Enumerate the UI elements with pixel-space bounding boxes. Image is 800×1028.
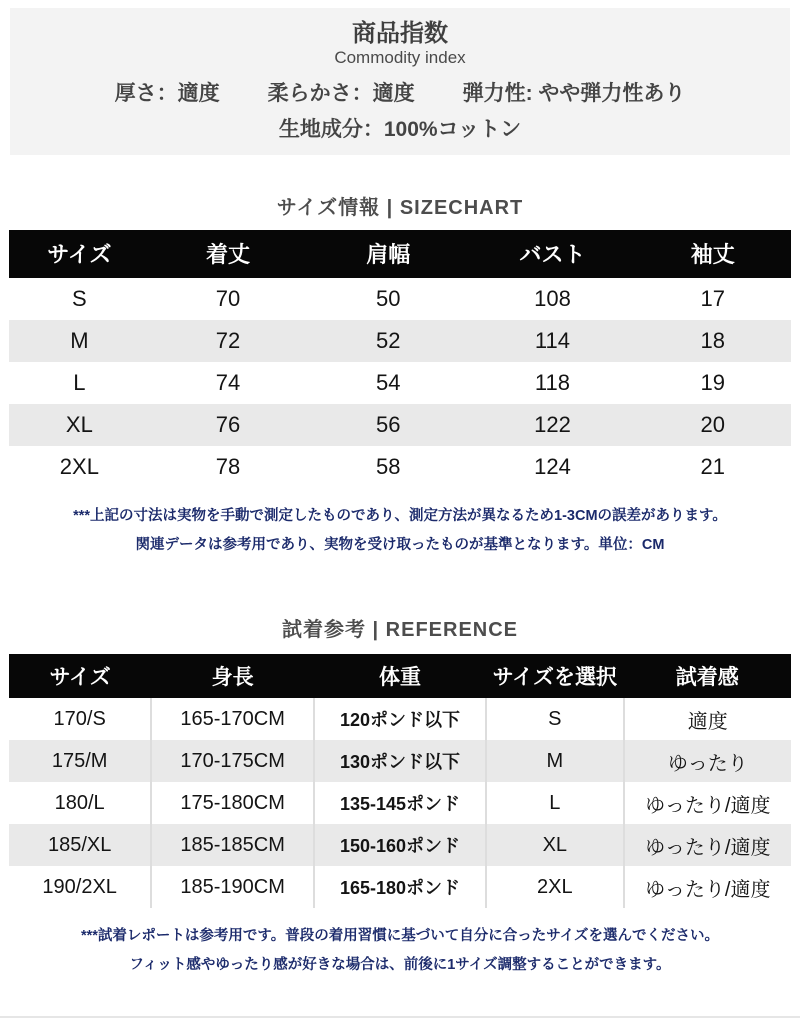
table-cell: 108 [534, 285, 571, 311]
column-header: 試着感 [624, 654, 791, 698]
table-cell: M [486, 740, 624, 782]
table-cell: 58 [376, 453, 401, 479]
table-row [9, 782, 791, 824]
fabric-composition: 生地成分：100%コットン [278, 118, 522, 142]
column-header: 肩幅 [306, 230, 470, 278]
table-cell: 21 [700, 453, 726, 479]
column-header: サイズ [9, 654, 151, 698]
table-cell: 175-180CM [151, 782, 314, 824]
table-cell: 17 [700, 285, 726, 311]
reference-note-line-2: フィット感やゆったり感が好きな場合は、前後に1サイズ調整することができます。 [129, 957, 671, 974]
table-cell: 170/S [9, 698, 151, 740]
table-cell: 130ポンド以下 [314, 740, 486, 782]
table-row [9, 866, 791, 908]
table-cell: 170-175CM [151, 740, 314, 782]
reference-note-line-1: ***試着レポートは参考用です。普段の着用習慣に基づいて自分に合ったサイズを選んでください。 [80, 928, 720, 945]
commodity-index-title-jp: 商品指数 [352, 20, 448, 47]
table-cell: 適度 [687, 710, 728, 733]
sizechart-note-line-1: ***上記の寸法は実物を手動で測定したものであり、測定方法が異なるため1-3CMの誤差があります。 [73, 507, 727, 524]
table-cell: 18 [700, 327, 726, 353]
table-cell: ゆったり/適度 [645, 878, 771, 901]
column-header: 身長 [151, 654, 314, 698]
table-cell: 118 [534, 369, 570, 395]
table-cell: ゆったり/適度 [645, 836, 771, 859]
table-cell: 185-185CM [151, 824, 314, 866]
table-cell: 70 [215, 285, 241, 311]
table-cell: 76 [215, 411, 241, 437]
table-cell: XL [65, 411, 93, 437]
reference-section-title: 試着参考 | REFERENCE [281, 619, 519, 642]
table-row [9, 404, 791, 446]
table-row [9, 824, 791, 866]
table-row [9, 740, 791, 782]
table-cell: 56 [376, 411, 401, 437]
reference-header-row [9, 654, 791, 698]
bottom-divider [0, 1016, 800, 1018]
attribute-elasticity: 弾力性: やや弾力性あり [462, 82, 686, 106]
table-cell: L [73, 369, 86, 395]
table-cell: L [486, 782, 624, 824]
table-cell: ゆったり/適度 [645, 794, 771, 817]
table-cell: 52 [376, 327, 401, 353]
attribute-softness: 柔らかさ：適度 [267, 82, 415, 106]
table-cell: 78 [215, 453, 241, 479]
column-header: 袖丈 [635, 230, 791, 278]
table-cell: 185/XL [9, 824, 151, 866]
column-header: 着丈 [150, 230, 306, 278]
table-cell: 175/M [9, 740, 151, 782]
column-header: 体重 [314, 654, 486, 698]
sizechart-notes [0, 509, 800, 553]
sizechart-note-line-2: 関連データは参考用であり、実物を受け取ったものが基準となります。単位：CM [135, 536, 665, 553]
sizechart-table [9, 230, 791, 488]
table-cell: 120ポンド以下 [314, 698, 486, 740]
table-cell: 185-190CM [151, 866, 314, 908]
commodity-index-title-en: Commodity index [334, 47, 466, 67]
table-cell: XL [486, 824, 624, 866]
column-header: バスト [470, 230, 634, 278]
table-cell: 54 [376, 369, 401, 395]
table-cell: 190/2XL [9, 866, 151, 908]
commodity-index-panel [10, 8, 790, 155]
table-cell: S [486, 698, 624, 740]
attribute-thickness: 厚さ：適度 [114, 82, 220, 106]
table-cell: 114 [534, 327, 570, 353]
table-cell: 150-160ポンド [314, 824, 486, 866]
reference-table [9, 654, 791, 908]
table-cell: 50 [376, 285, 401, 311]
table-cell: ゆったり [667, 752, 748, 775]
table-row [9, 446, 791, 488]
table-row [9, 278, 791, 320]
table-cell: 19 [700, 369, 726, 395]
table-cell: M [70, 327, 89, 353]
table-cell: 74 [215, 369, 241, 395]
table-cell: 20 [700, 411, 726, 437]
reference-notes [0, 929, 800, 973]
table-row [9, 362, 791, 404]
sizechart-header-row [9, 230, 791, 278]
table-row [9, 320, 791, 362]
table-cell: 180/L [9, 782, 151, 824]
table-cell: 122 [534, 411, 571, 437]
table-cell: 165-170CM [151, 698, 314, 740]
table-cell: S [72, 285, 87, 311]
table-cell: 2XL [486, 866, 624, 908]
table-cell: 135-145ポンド [314, 782, 486, 824]
table-cell: 2XL [59, 453, 99, 479]
column-header: サイズを選択 [486, 654, 624, 698]
table-cell: 165-180ポンド [314, 866, 486, 908]
column-header: サイズ [9, 230, 150, 278]
table-row [9, 698, 791, 740]
table-cell: 124 [534, 453, 571, 479]
product-attributes-row [10, 81, 790, 106]
sizechart-section-title: サイズ情報 | SIZECHART [276, 196, 524, 219]
table-cell: 72 [215, 327, 241, 353]
